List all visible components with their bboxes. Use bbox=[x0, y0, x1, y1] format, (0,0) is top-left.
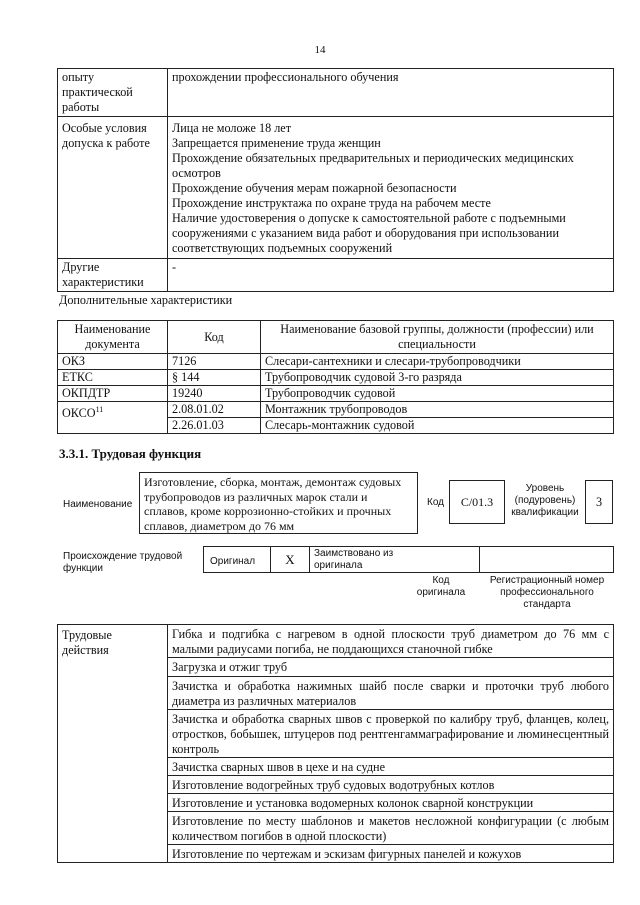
level-box: 3 bbox=[585, 480, 613, 524]
actions-list bbox=[168, 625, 614, 863]
list-item: Зачистка и обработка сварных швов с проверкой по калибру труб, фланцев, колец, отростков, бобышек, штуцеров под рентгенгаммаграфирование и люминесцентный контроль bbox=[168, 710, 613, 758]
cell: Трубопроводчик судовой bbox=[261, 386, 614, 402]
table-row bbox=[58, 354, 614, 370]
actions-table bbox=[57, 624, 614, 863]
name-label: Наименование bbox=[63, 499, 133, 510]
code-box: C/01.3 bbox=[449, 480, 505, 524]
row-label: Особые условия допуска к работе bbox=[58, 117, 168, 259]
cell: Слесарь-монтажник судовой bbox=[261, 418, 614, 434]
table-row bbox=[58, 117, 614, 259]
level-label: Уровень (подуровень) квалификации bbox=[511, 483, 579, 518]
original-mark: X bbox=[285, 552, 295, 567]
list-item: Изготовление и установка водомерных колонок сварной конструкции bbox=[168, 794, 613, 812]
list-item: Изготовление по месту шаблонов и макетов несложной конфигурации (с любым количеством погибов в одной плоскости) bbox=[168, 812, 613, 845]
original-label: Оригинал bbox=[210, 556, 256, 567]
cell: 7126 bbox=[168, 354, 261, 370]
row-value: - bbox=[168, 259, 614, 292]
origin-table bbox=[203, 546, 614, 573]
top-table bbox=[57, 68, 614, 292]
cell: § 144 bbox=[168, 370, 261, 386]
page-number: 14 bbox=[314, 44, 326, 56]
list-item: Загрузка и отжиг труб bbox=[168, 658, 613, 677]
row-label: Другие характеристики bbox=[58, 259, 168, 292]
header-doc: Наименование документа bbox=[58, 321, 168, 354]
header-code: Код bbox=[168, 321, 261, 354]
table-row bbox=[58, 259, 614, 292]
table-row bbox=[58, 386, 614, 402]
header-name: Наименование базовой группы, должности (профессии) или специальности bbox=[261, 321, 614, 354]
table-row bbox=[58, 69, 614, 117]
table-row bbox=[58, 625, 614, 863]
list-item: Изготовление водогрейных труб судовых водотрубных котлов bbox=[168, 776, 613, 794]
cell: ОКСО$^{11}$ bbox=[58, 402, 168, 434]
function-heading: 3.3.1. Трудовая функция bbox=[59, 446, 202, 461]
list-item: Зачистка и обработка нажимных шайб после сварки и проточки труб любого диаметра из различных материалов bbox=[168, 677, 613, 710]
actions-label: Трудовые действия bbox=[58, 625, 168, 863]
cell: Монтажник трубопроводов bbox=[261, 402, 614, 418]
borrowed-label: Заимствовано из оригинала bbox=[314, 548, 394, 571]
cell: ЕТКС bbox=[58, 370, 168, 386]
cell: 19240 bbox=[168, 386, 261, 402]
list-item: Изготовление по чертежам и эскизам фигурных панелей и кожухов bbox=[172, 847, 522, 861]
cell: Слесари-сантехники и слесари-трубопроводчики bbox=[261, 354, 614, 370]
function-name-box: Изготовление, сборка, монтаж, демонтаж судовых трубопроводов из различных марок стали и сплавов, кроме коррозионно-стойких и прочных сплавов, диаметром до 76 мм bbox=[139, 472, 418, 534]
cell: 2.08.01.02 bbox=[168, 402, 261, 418]
registration-number-label: Регистрационный номер профессионального стандарта bbox=[489, 575, 605, 610]
row-value: прохождении профессионального обучения bbox=[168, 69, 614, 117]
list-item: Зачистка сварных швов в цехе и на судне bbox=[168, 758, 613, 776]
additional-heading: Дополнительные характеристики bbox=[59, 293, 233, 307]
row-label: опыту практической работы bbox=[58, 69, 168, 117]
table-header-row bbox=[58, 321, 614, 354]
okso-superscript: 11 bbox=[95, 405, 104, 414]
code-original-label: Код оригинала bbox=[416, 575, 466, 598]
row-value: Лица не моложе 18 лет Запрещается применение труда женщин Прохождение обязательных предварительных и периодических медицинских осмотров Прохождение обучения мерам пожарной безопасности Прохождение инструктажа по охране труда на рабочем месте Наличие удостоверения о допуске к самостоятельной работе с подъемными сооружениями с указанием вида работ и оборудования при использовании соответствующих подъемных сооружений bbox=[168, 117, 614, 259]
table-row bbox=[58, 370, 614, 386]
additional-table bbox=[57, 320, 614, 434]
list-item: Гибка и подгибка с нагревом в одной плоскости труб диаметром до 76 мм с малыми радиусами погиба, не поддающихся станочной гибке bbox=[168, 625, 613, 658]
cell: 2.26.01.03 bbox=[168, 418, 261, 434]
cell: ОКЗ bbox=[58, 354, 168, 370]
cell: ОКПДТР bbox=[58, 386, 168, 402]
cell: Трубопроводчик судовой 3-го разряда bbox=[261, 370, 614, 386]
origin-label: Происхождение трудовой функции bbox=[63, 551, 183, 574]
code-label: Код bbox=[427, 497, 445, 508]
table-row bbox=[58, 402, 614, 418]
